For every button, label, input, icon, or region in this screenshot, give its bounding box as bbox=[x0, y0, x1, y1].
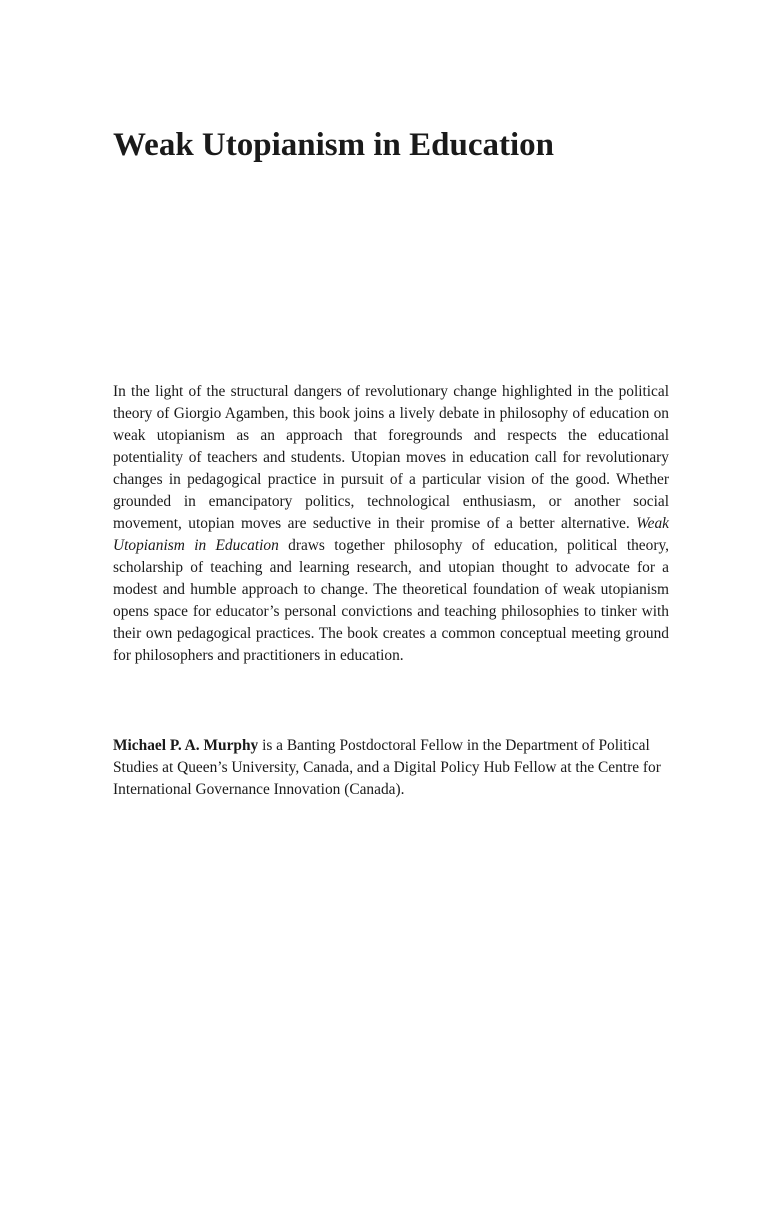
description-italic-book-title: Weak Utopianism in Education bbox=[113, 515, 669, 554]
author-bio bbox=[113, 735, 669, 801]
author-bio-text: is a Banting Postdoctoral Fellow in the Department of Political Studies at Queen’s University, Canada, and a Digital Policy Hub Fellow at the Centre for International Governance Innovation (Canada). bbox=[113, 737, 661, 798]
author-name: Michael P. A. Murphy bbox=[113, 737, 259, 754]
book-title: Weak Utopianism in Education bbox=[113, 127, 555, 163]
description-text-part-1: In the light of the structural dangers of revolutionary change highlighted in the political theory of Giorgio Agamben, this book joins a lively debate in philosophy of education on weak utopianism as an approach that foregrounds and respects the educational potentiality of teachers and students. Utopian moves in education call for revolutionary changes in pedagogical practice in pursuit of a particular vision of the good. Whether grounded in emancipatory politics, technological enthusiasm, or another social movement, utopian moves are seductive in their promise of a better alternative. bbox=[113, 383, 669, 532]
book-description bbox=[113, 381, 669, 667]
description-text-part-2: draws together philosophy of education, political theory, scholarship of teaching and learning research, and utopian thought to advocate for a modest and humble approach to change. The theoretical foundation of weak utopianism opens space for educator’s personal convictions and teaching philosophies to tinker with their own pedagogical practices. The book creates a common conceptual meeting ground for philosophers and practitioners in education. bbox=[113, 537, 669, 664]
